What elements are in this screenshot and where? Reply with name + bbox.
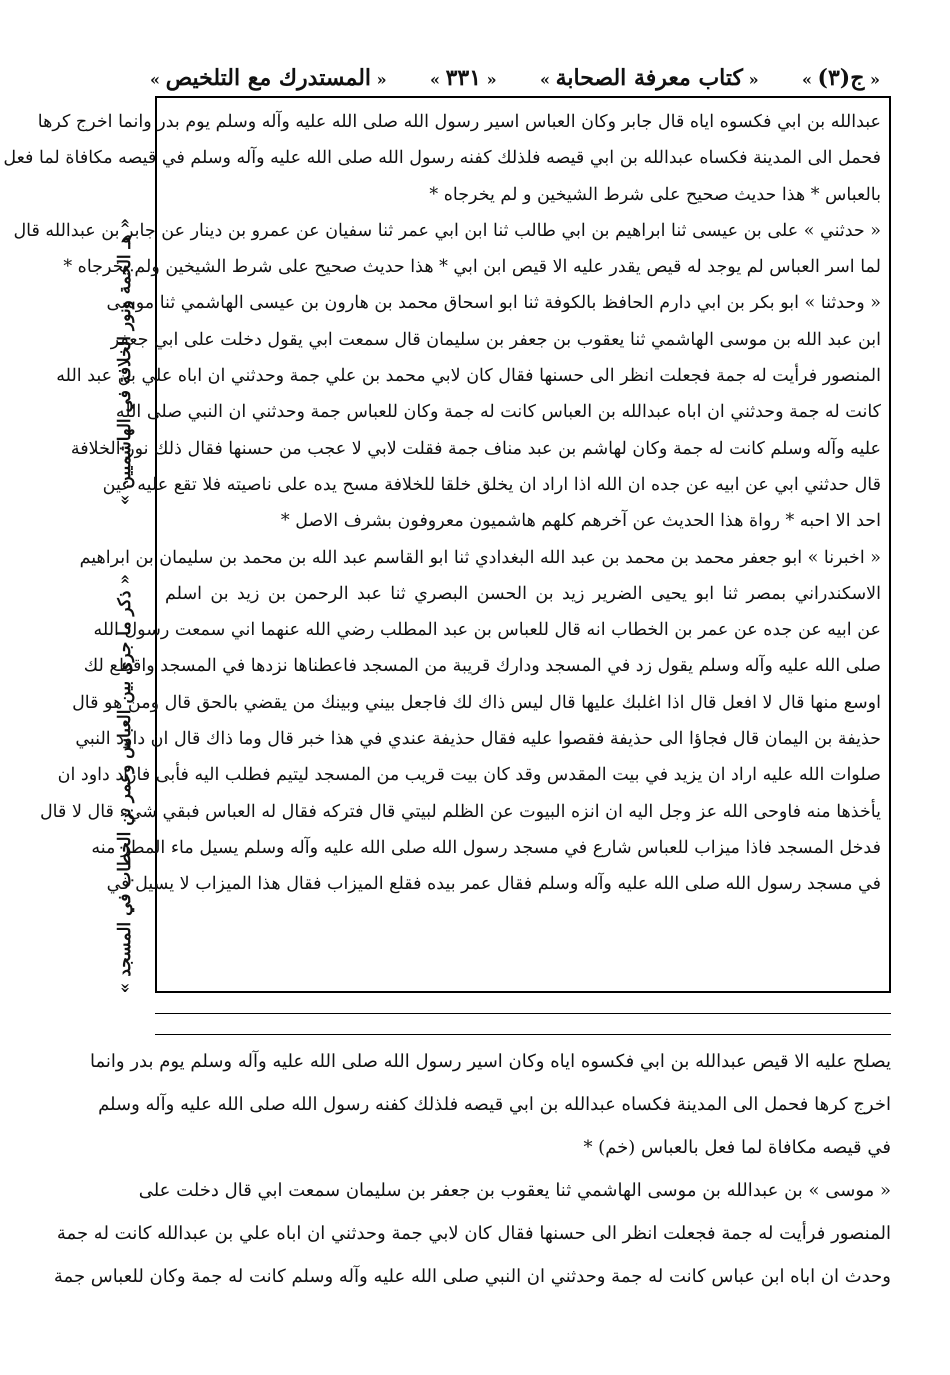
text-line: ابن عبد الله بن موسى الهاشمي ثنا يعقوب بن جعفر بن سليمان قال سمعت ابي يقول دخلت على ابي جعفر	[110, 329, 881, 350]
divider-line	[155, 1013, 891, 1014]
text-line: اوسع منها قال لا افعل قال اذا اغلبك عليها قال ليس ذاك لك فاجعل بيني وبينك من يقضي بالحق قال ومن هو قال	[72, 692, 881, 713]
volume-label: « ج(٣) »	[802, 65, 880, 91]
page-header	[150, 58, 880, 98]
note-line: في قيصه مكافاة لما فعل بالعباس (خم) *	[583, 1137, 891, 1158]
text-line: فحمل الى المدينة فكساه عبدالله بن ابي قيصه فلذلك كفنه رسول الله صلى الله عليه وآله وسلم في قيصه مكافاة لما فعل	[3, 148, 881, 169]
text-line: الاسكندراني بمصر ثنا ابو يحيى الضرير زيد بن الحسن البصري ثنا عبد الرحمن بن زيد بن اسلم	[165, 583, 881, 604]
book-title: « المستدرك مع التلخيص »	[150, 65, 387, 91]
note-line: وحدث ان اباه ابن عباس كانت له جمة وحدثني ان النبي صلى الله عليه وآله وسلم كانت له جمة وكان للعباس جمة	[53, 1266, 891, 1287]
text-line: بالعباس * هذا حديث صحيح على شرط الشيخين و لم يخرجاه *	[429, 184, 881, 205]
text-line: « اخبرنا » ابو جعفر محمد بن محمد بن عبد الله البغدادي ثنا ابو القاسم عبد الله بن محمد بن سليمان بن ابراهيم	[79, 547, 881, 568]
margin-note-text: « هـ الجمة ونور الخلافة في الهاشميين »	[115, 218, 135, 506]
text-line: عبدالله بن ابي فكسوه اياه قال جابر وكان العباس اسير رسول الله صلى الله عليه وآله وسلم يوم بدر وانما اخرج كرها	[37, 112, 881, 132]
note-line: اخرج كرها فحمل الى المدينة فكساه عبدالله بن ابي قيصه فلذلك كفنه رسول الله صلى الله عليه وآله وسلم	[98, 1094, 891, 1115]
text-line: قال حدثني ابي عن ابيه عن جده ان الله اذا اراد ان يخلق خلقا للخلافة مسح يده على ناصيته فلا تقع عليه عين	[102, 474, 881, 495]
text-line: « حدثني » على بن عيسى ثنا ابراهيم بن ابي طالب ثنا ابن ابي عمر ثنا سفيان عن عمرو بن دينار عن جابر بن عبدالله قال	[13, 220, 881, 241]
margin-note-text: « ذكر ما جرى بين العباس وعمر بن الخطاب في المسجد »	[115, 574, 135, 994]
text-line: يأخذها منه فاوحى الله عز وجل اليه ان انزه البيوت عن الظلم لبيتي قال فتركه فقال له العباس فبقي شيء قال لا قال	[39, 801, 881, 822]
note-line: « موسى » بن عبدالله بن موسى الهاشمي ثنا يعقوب بن جعفر بن سليمان سمعت ابي قال دخلت على	[138, 1180, 891, 1201]
note-line: يصلح عليه الا قيص عبدالله بن ابي فكسوه اياه وكان اسير رسول الله صلى الله عليه وآله وسلم يوم بدر وانما	[90, 1051, 891, 1072]
note-line: المنصور فرأيت له جمة فجعلت انظر الى حسنها فقال كان لابي جمة وحدثني ان اباه علي بن عبدالله كانت له جمة	[56, 1223, 891, 1244]
text-line: عليه وآله وسلم كانت له جمة وكان لهاشم بن عبد مناف جمة فقلت لابي لا عجب من حسنها فقال ذلك نور الخلافة	[70, 438, 881, 459]
text-line: صلى الله عليه وآله وسلم يقول زد في المسجد ودارك قريبة من المسجد فاعطناها نزدها في المسجد واقطع لك	[83, 656, 881, 677]
text-line: حذيفة بن اليمان قال فجاؤا الى حذيفة فقصوا عليه فقال حذيفة عندي في هذا خبر قال وما ذاك قال ان داود النبي	[75, 729, 881, 750]
text-line: في مسجد رسول الله صلى الله عليه وآله وسلم فقال عمر بيده فقلع الميزاب فقال هذا الميزاب لا يسيل في	[106, 874, 881, 895]
text-line: عن ابيه عن جده عن عمر بن الخطاب انه قال للعباس بن عبد المطلب رضي الله عنهما اني سمعت رسول الله	[93, 620, 881, 641]
text-line: « وحدثنا » ابو بكر بن ابي دارم الحافظ بالكوفة ثنا ابو اسحاق محمد بن هارون بن عيسى الهاشمي ثنا موسى	[106, 293, 881, 314]
text-line: فدخل المسجد فاذا ميزاب للعباس شارع في مسجد رسول الله صلى الله عليه وآله وسلم يسيل ماء المطر منه	[91, 837, 881, 858]
text-line: احد الا احبه * رواة هذا الحديث عن آخرهم كلهم هاشميون معروفون بشرف الاصل *	[280, 511, 881, 532]
text-line: لما اسر العباس لم يوجد له قيص يقدر عليه الا قيص ابن ابي * هذا حديث صحيح على شرط الشيخين ولم يخرجاه *	[63, 257, 881, 278]
chapter-title: « كتاب معرفة الصحابة »	[540, 65, 759, 91]
text-line: صلوات الله عليه اراد ان يزيد في بيت المقدس وقد كان بيت قريب من المسجد ليتيم فطلب اليه فأبى فاراد داود ان	[57, 765, 881, 786]
divider-line	[155, 1034, 891, 1035]
text-line: المنصور فرأيت له جمة فجعلت انظر الى حسنها فقال كان لابي محمد بن علي جمة وحدثني ان اباه علي بن عبد الله	[56, 366, 881, 387]
talkhis-notes	[53, 1040, 891, 1302]
text-line: كانت له جمة وحدثني ان اباه عبدالله بن العباس كانت له جمة وكان للعباس جمة وحدثني ان النبي صلى الله	[115, 402, 881, 423]
page-number: « ٣٣١ »	[430, 65, 497, 91]
